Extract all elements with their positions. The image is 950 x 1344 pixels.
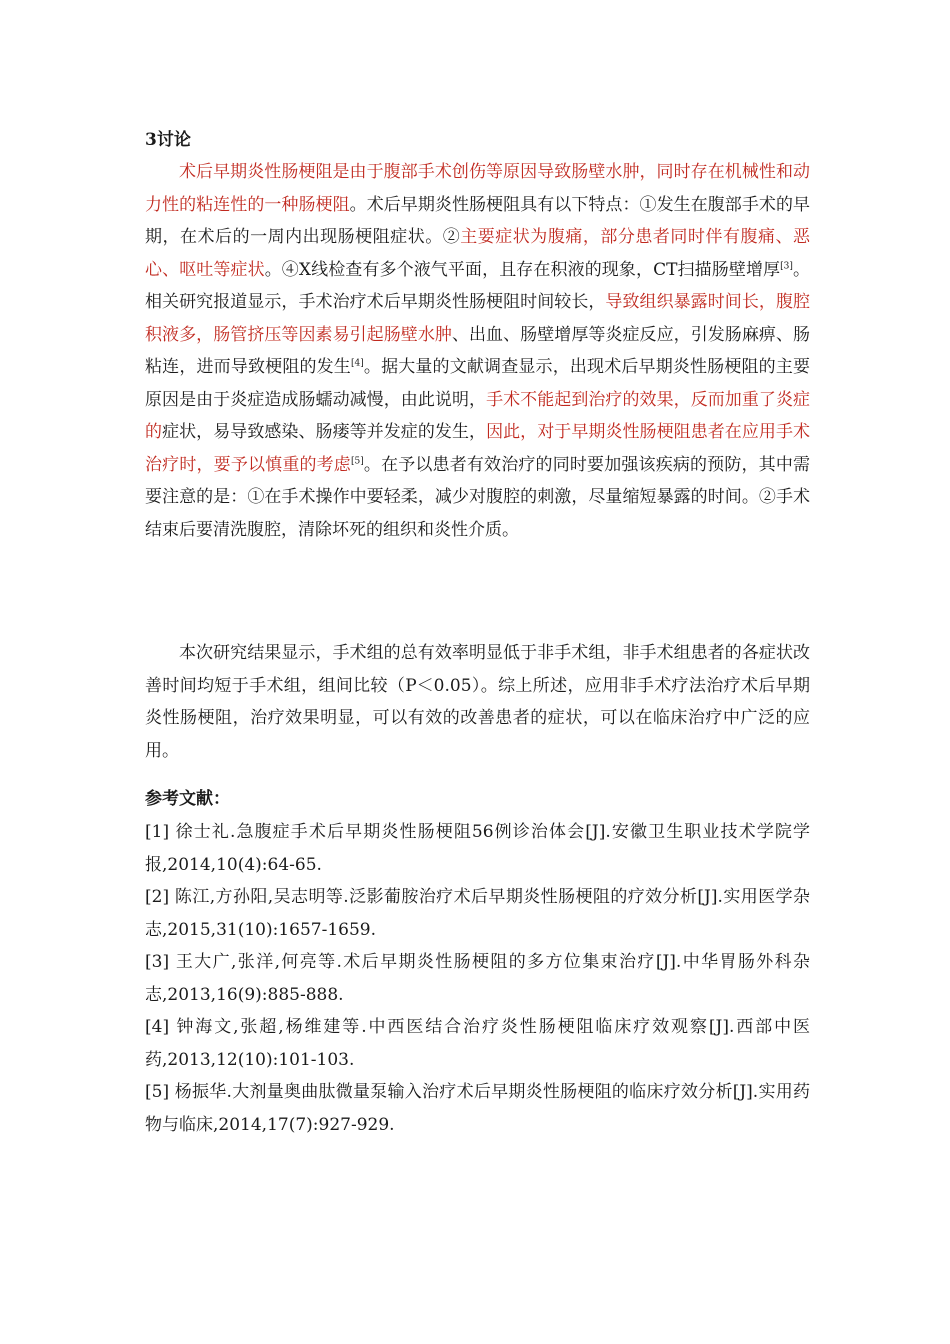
- citation-mark: [3]: [780, 260, 793, 271]
- citation-mark: [5]: [350, 455, 364, 466]
- text-segment: 。④X线检查有多个液气平面，且存在积液的现象，CT扫描肠壁增厚: [264, 259, 781, 280]
- highlighted-text: 导致组织暴露时间长，腹腔积液多，肠管挤压等因素易引起肠壁水肿: [145, 292, 811, 345]
- references-list: [145, 816, 810, 1141]
- citation-mark: [4]: [350, 358, 364, 369]
- reference-item: [3] 王大广,张洋,何亮等.术后早期炎性肠梗阻的多方位集束治疗[J].中华胃肠外科杂志,2013,16(9):885-888.: [145, 952, 810, 1005]
- text-segment: 。在予以患者有效治疗的同时要加强该疾病的预防，其中需要注意的是：①在手术操作中要轻柔，减少对腹腔的刺激，尽量缩短暴露的时间。②手术结束后要清洗腹腔，清除坏死的组织和炎性介质。: [145, 454, 811, 540]
- discussion-paragraph-1: [145, 156, 810, 546]
- text-segment: 、出血、肠壁增厚等炎症反应，引发肠麻痹、肠粘连，进而导致梗阻的发生: [145, 324, 811, 377]
- reference-item: [2] 陈江,方孙阳,吴志明等.泛影葡胺治疗术后早期炎性肠梗阻的疗效分析[J].实用医学杂志,2015,31(10):1657-1659.: [145, 887, 810, 940]
- text-segment: 症状，易导致感染、肠瘘等并发症的发生，: [162, 422, 487, 442]
- text-segment: 。据大量的文献调查显示，出现术后早期炎性肠梗阻的主要原因是由于炎症造成肠蠕动减慢，由此说明，: [145, 357, 811, 410]
- text-segment: 。术后早期炎性肠梗阻具有以下特点：①发生在腹部手术的早期，在术后的一周内出现肠梗阻症状。②: [145, 194, 811, 247]
- text-segment: 。相关研究报道显示，手术治疗术后早期炎性肠梗阻时间较长，: [145, 259, 811, 312]
- section-heading: 3讨论: [145, 130, 191, 150]
- reference-item: [1] 徐士礼.急腹症手术后早期炎性肠梗阻56例诊治体会[J].安徽卫生职业技术学院学报,2014,10(4):64-65.: [145, 822, 810, 875]
- reference-item: [4] 钟海文,张超,杨维建等.中西医结合治疗炎性肠梗阻临床疗效观察[J].西部中医药,2013,12(10):101-103.: [145, 1017, 810, 1070]
- reference-item: [5] 杨振华.大剂量奥曲肽微量泵输入治疗术后早期炎性肠梗阻的临床疗效分析[J].实用药物与临床,2014,17(7):927-929.: [145, 1082, 810, 1135]
- references-title: 参考文献：: [145, 789, 230, 809]
- discussion-paragraph-2: 本次研究结果显示，手术组的总有效率明显低于非手术组，非手术组患者的各症状改善时间均短于手术组，组间比较（P＜0.05）。综上所述，应用非手术疗法治疗术后早期炎性肠梗阻，治疗效果明显，可以有效的改善患者的症状，可以在临床治疗中广泛的应用。: [145, 643, 810, 761]
- highlighted-text: 因此，对于早期炎性肠梗阻患者在应用手术治疗时，要予以慎重的考虑: [145, 422, 811, 475]
- highlighted-text: 手术不能起到治疗的效果，反而加重了炎症的: [145, 389, 811, 442]
- highlighted-text: 术后早期炎性肠梗阻是由于腹部手术创伤等原因导致肠壁水肿，同时存在机械性和动力性的粘连性的一种肠梗阻: [145, 162, 810, 215]
- highlighted-text: 主要症状为腹痛，部分患者同时伴有腹痛、恶心、呕吐等症状: [145, 227, 811, 280]
